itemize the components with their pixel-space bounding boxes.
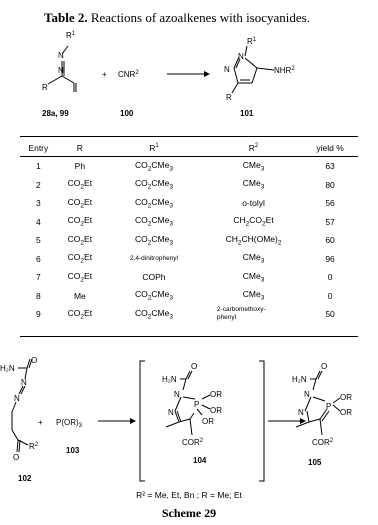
s2-label-104: 104 (193, 456, 207, 465)
s1-r1-sup: 1 (71, 31, 76, 37)
cell-r: Ph (74, 161, 86, 172)
reaction-scheme-29 (0, 357, 378, 507)
cell-r1: $CO_2CMe_3$ (135, 196, 173, 210)
table-header-row (20, 139, 358, 157)
s1-plus: + (102, 70, 107, 79)
table-caption (44, 10, 310, 26)
s1-prod-r: R (226, 93, 232, 102)
s2-105-or1: OR (340, 393, 352, 402)
cell-yield: 50 (325, 309, 335, 320)
table-row (20, 305, 358, 324)
s1-prod-n1: N (238, 52, 244, 61)
s2-102-n1: N (21, 378, 27, 387)
s2-104-o: O (191, 362, 198, 371)
cell-entry: 2 (35, 179, 41, 190)
s2-104-h2n: H₂N (162, 375, 177, 384)
cell-entry: 9 (35, 309, 41, 320)
s2-label-102: 102 (18, 474, 32, 483)
cell-r2: o-tolyl (242, 198, 265, 209)
table-row (20, 268, 358, 287)
s1-label-reactant2: 100 (120, 109, 134, 118)
s2-phosphite-sub: 3 (78, 423, 83, 429)
cell-r: Me (73, 290, 86, 301)
s2-104-n2: N (168, 408, 174, 417)
s2-104-n1: N (174, 390, 180, 399)
header-r1-sup: 1 (155, 143, 159, 150)
cell-entry: 5 (35, 235, 41, 246)
s1-label-product: 101 (240, 109, 254, 118)
s2-102-n2: N (14, 394, 20, 403)
caption-text: Reactions of azoalkenes with isocyanides. (87, 10, 310, 25)
s2-105-n1: N (304, 390, 310, 399)
cell-yield: 0 (327, 290, 333, 301)
s2-104-cor-sup: 2 (199, 438, 204, 444)
cell-yield: 57 (325, 216, 335, 227)
svg-text:COR2 (182, 438, 204, 447)
s1-r1: R (66, 31, 72, 40)
cell-r1: $CO_2CMe_3$ (135, 233, 173, 247)
cell-r2: $CH_2CO_2Et$ (233, 215, 274, 229)
s2-102-o: O (31, 357, 38, 365)
s2-104-or2: OR (210, 406, 222, 415)
table-row (20, 231, 358, 250)
s1-isocyanide-sup: 2 (135, 70, 139, 76)
s1-prod-r1: R (247, 37, 253, 46)
s2-phosphite: P(OR) (56, 418, 79, 427)
s2-104-or3: OR (202, 417, 214, 426)
svg-text:COR2 (312, 438, 334, 447)
s2-105-or2: OR (340, 408, 352, 417)
s1-nhr-sup: 2 (291, 66, 295, 72)
s2-105-n2: N (298, 408, 304, 417)
s2-104-p: P (194, 400, 200, 409)
cell-r: $CO_2Et$ (67, 215, 93, 229)
cell-r1: $CO_2CMe_3$ (135, 307, 173, 321)
cell-r2: CMe$_3$ (242, 252, 265, 266)
table-row (20, 287, 358, 306)
svg-text:R1 (66, 31, 76, 40)
header-r2: $R^2$ (248, 143, 259, 153)
s2-102-r-sup: 2 (34, 442, 39, 448)
cell-entry: 8 (35, 290, 41, 301)
header-r2-sup: 2 (254, 143, 259, 150)
table-row (20, 194, 358, 213)
s2-104-cor: COR (182, 438, 200, 447)
cell-r1: COPh (142, 272, 166, 283)
s2-105-cor-sup: 2 (329, 438, 334, 444)
s2-105-cor: COR (312, 438, 330, 447)
cell-entry: 6 (35, 253, 41, 264)
svg-text:P(OR)3 (56, 418, 83, 429)
s2-label-103: 103 (66, 446, 80, 455)
svg-text:CNR2 (118, 70, 139, 79)
s2-plus: + (38, 418, 43, 427)
table-row (20, 213, 358, 232)
s2-label-105: 105 (308, 458, 322, 467)
s2-105-h2n: H₂N (292, 375, 307, 384)
cell-entry: 3 (35, 198, 41, 209)
results-table (20, 139, 358, 324)
s1-prod-r1-sup: 1 (252, 37, 257, 43)
table-header-rule (20, 156, 358, 157)
table-top-rule (20, 136, 358, 137)
s2-105-p: P (326, 402, 332, 411)
svg-text:R1 (247, 37, 257, 46)
cell-r2: $CH_2CH(OMe)_2$ (225, 233, 282, 247)
s1-n-lower: N (58, 66, 64, 75)
cell-entry: 4 (35, 216, 41, 227)
table-row (20, 157, 358, 176)
cell-entry: 1 (35, 161, 41, 172)
s1-n-upper: N (58, 51, 64, 60)
cell-r2: CMe$_3$ (242, 159, 265, 173)
cell-yield: 63 (325, 161, 335, 172)
s1-isocyanide: CNR (118, 70, 136, 79)
cell-yield: 0 (327, 272, 333, 283)
header-r1: $R^1$ (149, 143, 159, 153)
cell-r2: CMe$_3$ (242, 178, 265, 192)
s1-label-reactant1: 28a, 99 (42, 109, 69, 118)
s1-nhr: NHR (274, 66, 292, 75)
s1-r: R (42, 83, 48, 92)
s2-102-o2: O (13, 453, 20, 462)
reaction-scheme-pyrazole (40, 28, 340, 123)
cell-yield: 80 (325, 179, 335, 190)
cell-r2: 2-carbomethoxy- phenyl (216, 306, 266, 322)
cell-yield: 96 (325, 253, 335, 264)
header-entry: Entry (28, 143, 49, 153)
cell-r: $CO_2Et$ (67, 178, 93, 192)
header-r: R (76, 143, 83, 153)
table-bottom-rule (20, 336, 358, 337)
s1-prod-n2: N (224, 65, 230, 74)
cell-r1: $CO_2CMe_3$ (135, 289, 173, 303)
cell-r: $CO_2Et$ (67, 307, 93, 321)
cell-yield: 60 (325, 235, 335, 246)
cell-r: $CO_2Et$ (67, 196, 93, 210)
caption-label: Table 2. (44, 10, 88, 25)
cell-yield: 56 (325, 198, 335, 209)
cell-r1: 2,4-dinitrophenyl (129, 255, 178, 263)
s2-104-or1: OR (210, 390, 222, 399)
s2-105-o: O (321, 362, 328, 371)
cell-r1: $CO_2CMe_3$ (135, 215, 173, 229)
cell-r2: CMe$_3$ (242, 289, 265, 303)
cell-r: $CO_2Et$ (67, 252, 93, 266)
svg-text:NHR2 (274, 66, 295, 75)
s2-102-h2n: H₂N (0, 364, 15, 373)
svg-text:R2 (29, 442, 39, 451)
substituent-note: R² = Me, Et, Bn ; R = Me; Et (136, 490, 242, 500)
cell-entry: 7 (35, 272, 41, 283)
cell-r: $CO_2Et$ (67, 270, 93, 284)
s2-102-r: R (29, 442, 35, 451)
header-yield: yield % (316, 143, 344, 153)
table-row (20, 250, 358, 269)
table-row (20, 176, 358, 195)
cell-r1: $CO_2CMe_3$ (135, 159, 173, 173)
scheme-title: Scheme 29 (161, 506, 217, 520)
cell-r: $CO_2Et$ (67, 233, 93, 247)
cell-r2: CMe$_3$ (242, 270, 265, 284)
cell-r1: $CO_2CMe_3$ (135, 178, 173, 192)
